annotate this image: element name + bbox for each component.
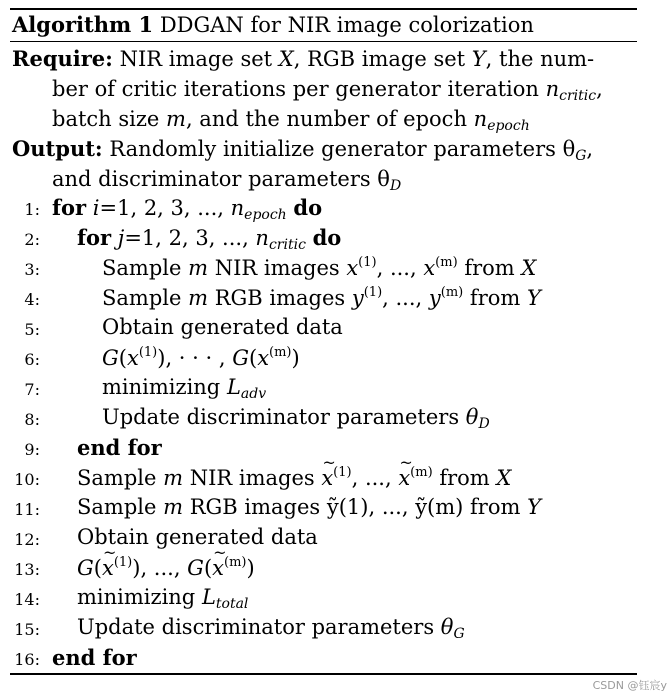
algorithm-step: Sample m RGB images ỹ(1), ..., ỹ(m) from Y [77, 495, 541, 519]
do-keyword: do [312, 225, 342, 250]
require-text-2: ber of critic iterations per generator iteration n [52, 77, 560, 101]
for-keyword: for [77, 225, 112, 250]
require-keyword: Require: [12, 46, 113, 71]
line-number: 4: [24, 290, 40, 309]
algorithm-step: $G(x^{(1)})$, · · · , $G(x^{(m)})$ [102, 345, 300, 370]
bottom-rule [10, 673, 637, 675]
require-text-1: NIR image set X, RGB image set Y, the num- [119, 47, 595, 71]
require-line-1 [12, 44, 594, 74]
line-number: 5: [24, 320, 40, 339]
output-text-2: and discriminator parameters θ [52, 167, 390, 191]
algorithm-step [77, 435, 162, 460]
output-keyword: Output: [12, 136, 103, 161]
line-number: 6: [24, 350, 40, 369]
output-line-1: Output: Randomly initialize generator parameters $\theta_G$, [12, 136, 594, 164]
title-rule [10, 41, 637, 42]
algorithm-step [52, 645, 137, 670]
line-number: 11: [14, 500, 40, 519]
require-sub-critic: critic [559, 88, 597, 104]
algorithm-step: for j=1, 2, 3, ..., $n_{critic}$ do [77, 225, 342, 253]
line-number: 15: [14, 620, 40, 639]
algorithm-label: Algorithm 1 [12, 12, 154, 37]
line-number: 7: [24, 380, 40, 399]
output-text-1: Randomly initialize generator parameters θ [109, 137, 576, 161]
require-line-2: ber of critic iterations per generator iteration $n_{critic}$, [52, 77, 603, 104]
algorithm-step: G(~ $x^{(1)}$), ..., G(~ $x^{(m)}$) [77, 555, 255, 580]
line-number: 10: [14, 470, 40, 489]
top-rule [10, 8, 637, 10]
do-keyword: do [293, 195, 323, 220]
algorithm-step: minimizing $L_{adv}$ [102, 375, 267, 402]
algorithm-name: DDGAN for NIR image colorization [159, 13, 534, 37]
line-number: 9: [24, 440, 40, 459]
algorithm-step: Sample m RGB images $y^{(1)}$, ..., $y^{(m)}$ from Y [102, 285, 541, 310]
line-number: 2: [24, 230, 40, 249]
algorithm-step: for i=1, 2, 3, ..., $n_{epoch}$ do [52, 195, 323, 223]
algorithm-step: Sample m NIR images $x^{(1)}$, ..., $x^{(m)}$ from X [102, 255, 537, 280]
algorithm-step: Obtain generated data [77, 525, 318, 549]
algorithm-step: Obtain generated data [102, 315, 343, 339]
end-for-keyword: end for [52, 645, 137, 670]
line-number: 14: [14, 590, 40, 609]
algorithm-step: Update discriminator parameters $\theta_G$ [77, 615, 465, 642]
watermark: CSDN @钰宸y [592, 679, 667, 692]
line-number: 13: [14, 560, 40, 579]
line-number: 16: [14, 650, 40, 669]
line-number: 1: [24, 200, 40, 219]
for-keyword: for [52, 195, 87, 220]
require-sub-epoch: epoch [487, 118, 530, 134]
line-number: 12: [14, 530, 40, 549]
algorithm-step: Sample m NIR images ~ $x^{(1)}$, ..., ~ $x^{(m)}$ from X [77, 465, 511, 490]
algorithm-title [12, 12, 534, 37]
require-text-3: batch size m, and the number of epoch n [52, 107, 488, 131]
algorithm-step: minimizing $L_{total}$ [77, 585, 249, 612]
algorithm-step: Update discriminator parameters $\theta_D$ [102, 405, 490, 432]
line-number: 3: [24, 260, 40, 279]
end-for-keyword: end for [77, 435, 162, 460]
line-number: 8: [24, 410, 40, 429]
output-line-2: and discriminator parameters $\theta_D$ [52, 167, 402, 194]
